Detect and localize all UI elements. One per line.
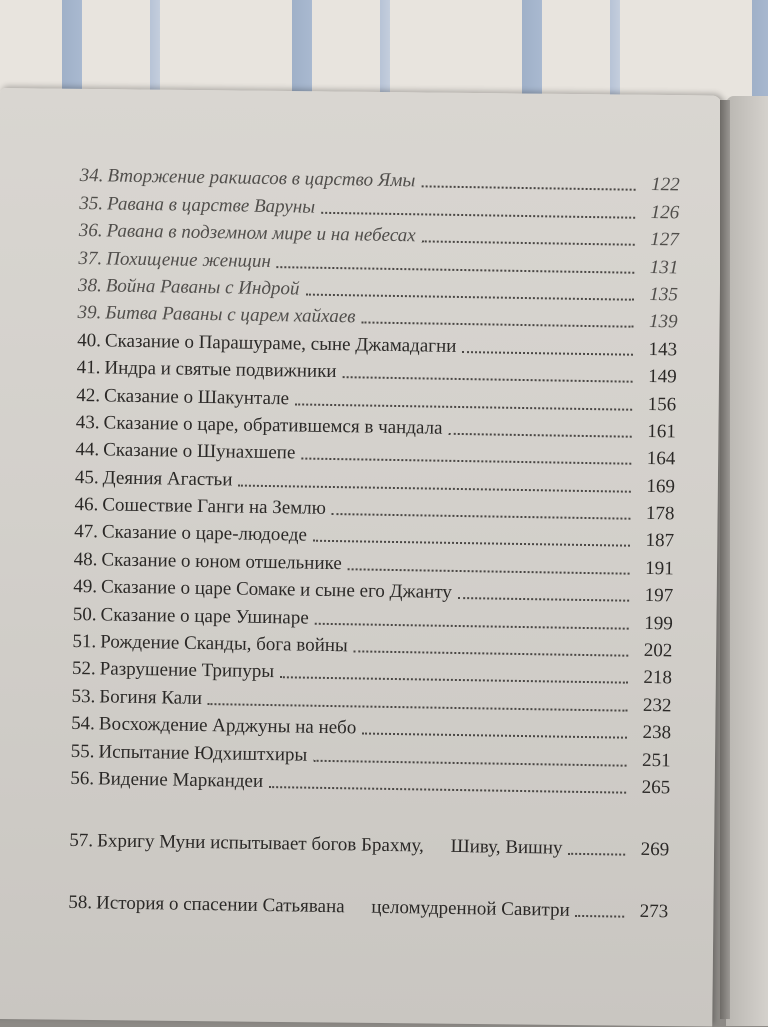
dot-leader — [301, 458, 631, 465]
dot-leader — [361, 322, 633, 328]
page-number: 131 — [649, 256, 679, 278]
dot-leader — [305, 294, 633, 301]
toc-entry: 58. История о спасении Сатьявана целомудренной Савитри 273 — [68, 891, 669, 923]
toc-entry: 56. Видение Маркандеи 265 — [70, 767, 671, 799]
toc-entry: 50. Сказание о царе Ушинаре 199 — [72, 603, 673, 635]
page-number: 127 — [650, 229, 679, 251]
toc-entry: 53. Богиня Кали 232 — [71, 685, 672, 717]
dot-leader — [313, 540, 630, 547]
dot-leader — [568, 853, 625, 856]
dot-leader — [421, 186, 635, 191]
dot-leader — [332, 513, 631, 520]
dot-leader — [321, 212, 635, 219]
page-number: 122 — [651, 174, 680, 196]
toc-entry: 39. Битва Раваны с царем хайхаев 139 — [77, 302, 678, 333]
toc-entry: 35. Равана в царстве Варуны 126 — [79, 192, 680, 224]
toc-entry: 36. Равана в подземном мире и на небесах 127 — [78, 220, 679, 251]
facing-page — [726, 96, 768, 1026]
dot-leader — [462, 351, 633, 356]
dot-leader — [313, 759, 626, 766]
dot-leader — [295, 403, 632, 410]
dot-leader — [422, 241, 635, 246]
page-number: 202 — [643, 639, 673, 662]
toc-entry: 47. Сказание о царе-людоеде 187 — [73, 521, 675, 552]
page-number: 139 — [648, 311, 678, 333]
dot-leader — [269, 786, 626, 794]
page-number: 178 — [645, 503, 675, 525]
toc-entry: 57. Бхригу Муни испытывает богов Брахму, Шиву, Вишну 269 — [69, 829, 670, 861]
toc-entry: 44. Сказание о Шунахшепе 164 — [75, 439, 676, 470]
toc-entry: 41. Индра и святые подвижники 149 — [76, 357, 677, 388]
page-number: 197 — [644, 585, 674, 607]
dot-leader — [277, 266, 635, 274]
toc-entry: 48. Сказание о юном отшельнике 191 — [73, 548, 674, 580]
page-number: 161 — [647, 420, 676, 443]
toc-entry: 51. Рождение Сканды, бога войны 202 — [72, 630, 673, 662]
page-number: 126 — [650, 201, 680, 224]
dot-leader — [280, 677, 628, 684]
dot-leader — [576, 915, 625, 918]
page-number: 169 — [646, 475, 676, 498]
page-number: 149 — [648, 366, 677, 388]
book-gutter — [720, 100, 730, 1019]
page-number: 269 — [640, 838, 670, 861]
dot-leader — [238, 484, 631, 492]
page-number: 164 — [646, 448, 676, 470]
page-number: 238 — [642, 722, 672, 744]
dot-leader — [458, 597, 629, 602]
page-number: 191 — [644, 557, 674, 580]
page-number: 265 — [641, 776, 671, 799]
dot-leader — [448, 433, 631, 438]
dot-leader — [362, 733, 627, 739]
table-of-contents — [68, 160, 680, 923]
page-number: 273 — [639, 900, 669, 923]
toc-entry: 54. Восхождение Арджуны на небо 238 — [70, 713, 672, 744]
page-number: 156 — [647, 393, 677, 415]
page-number: 187 — [645, 530, 675, 552]
toc-entry: 34. Вторжение ракшасов в царство Ямы 122 — [79, 165, 680, 196]
toc-entry: 42. Сказание о Шакунтале 156 — [76, 384, 677, 415]
page-number: 143 — [648, 338, 678, 361]
page-number: 218 — [643, 667, 673, 689]
dot-leader — [354, 650, 629, 656]
page-number: 135 — [649, 283, 679, 306]
toc-entry: 45. Деяния Агастьи 169 — [74, 466, 676, 498]
toc-entry: 55. Испытание Юдхиштхиры 251 — [70, 740, 671, 771]
toc-entry: 52. Разрушение Трипуры 218 — [71, 658, 673, 689]
toc-entry: 40. Сказание о Парашураме, сыне Джамадагни 143 — [77, 329, 678, 361]
page-number: 232 — [642, 694, 672, 717]
toc-entry: 38. Война Раваны с Индрой 135 — [77, 274, 679, 306]
toc-entry: 43. Сказание о царе, обратившемся в чандала 161 — [75, 411, 676, 443]
dot-leader — [315, 622, 629, 629]
page-number: 251 — [641, 749, 671, 771]
dot-leader — [348, 568, 630, 574]
toc-entry: 46. Сошествие Ганги на Землю 178 — [74, 494, 675, 525]
toc-entry: 49. Сказание о царе Сомаке и сыне его Джанту 197 — [73, 576, 674, 607]
dot-leader — [342, 376, 632, 383]
toc-entry: 37. Похищение женщин 131 — [78, 247, 679, 278]
page-number: 199 — [644, 612, 673, 635]
